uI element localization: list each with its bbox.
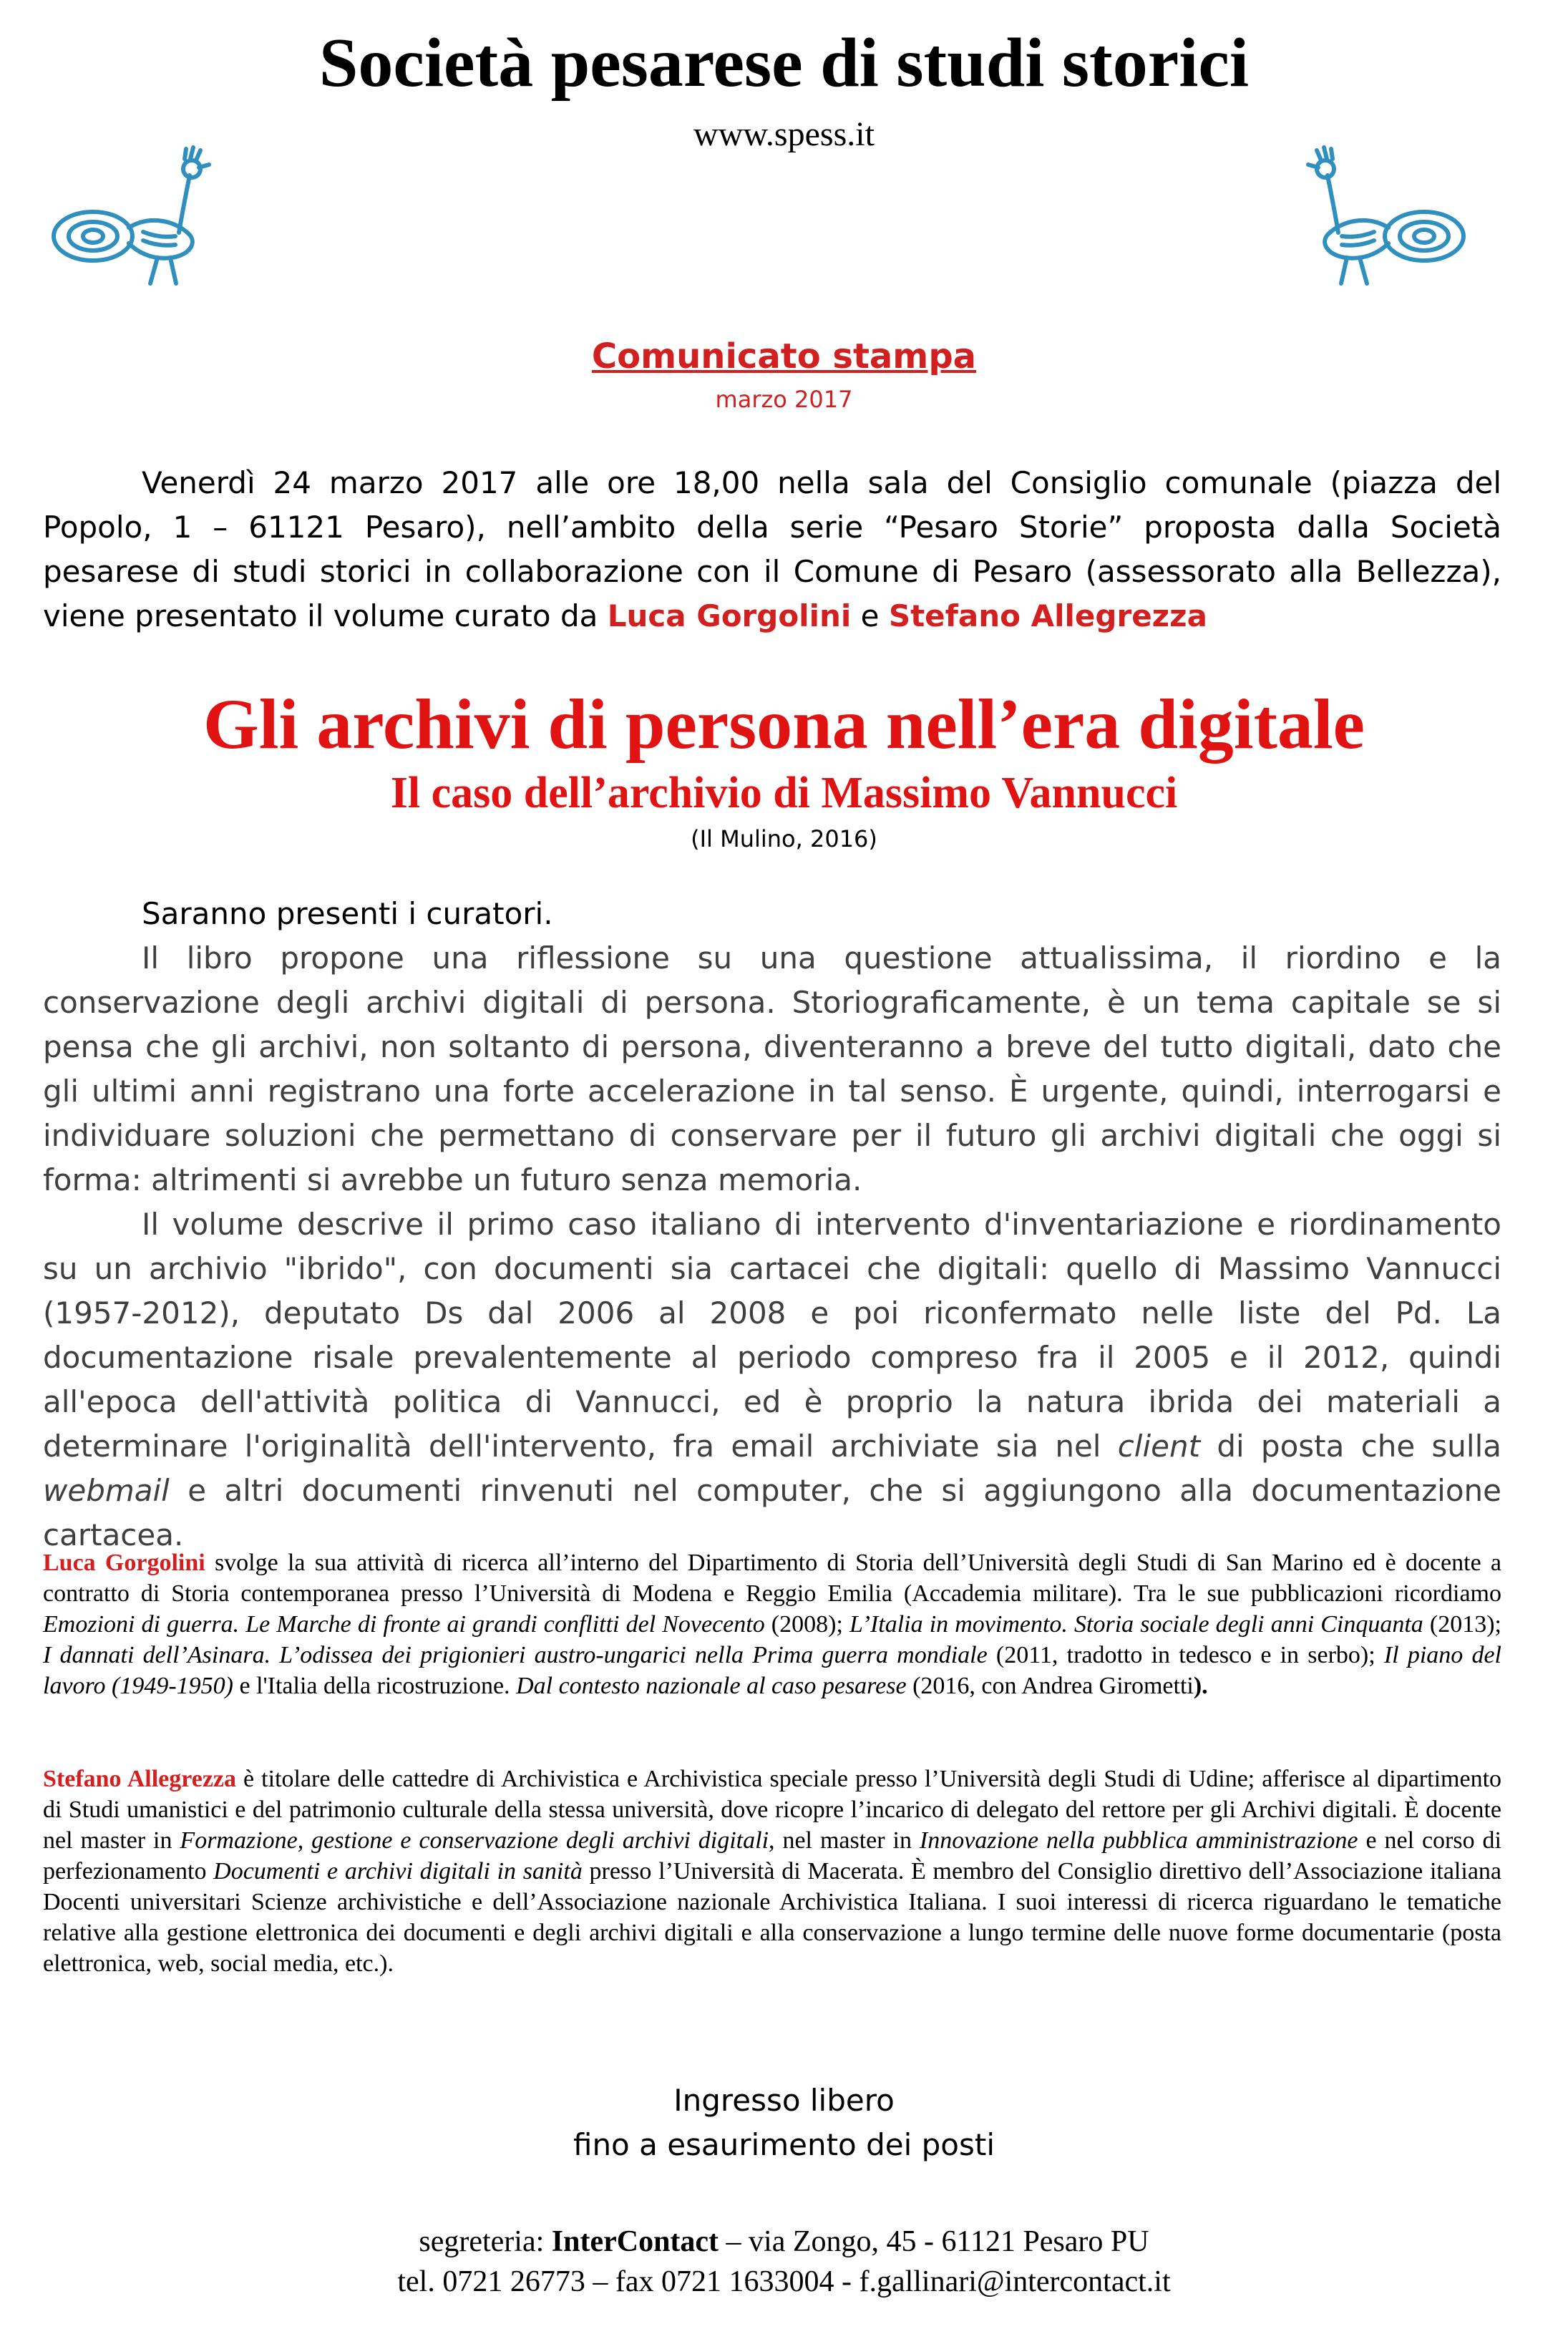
website-link[interactable]: www.spess.it — [693, 115, 875, 153]
bio-text: (2011, tradotto in tedesco e in serbo); — [987, 1642, 1384, 1668]
entrance-line-2: fino a esaurimento dei posti — [573, 2127, 995, 2162]
paragraph-volume — [43, 1202, 1501, 1557]
bio-text: , nel master in — [769, 1827, 920, 1854]
volume-text-webmail: webmail — [43, 1473, 170, 1508]
paragraph-curators: Saranno presenti i curatori. — [142, 896, 553, 931]
bio-book-title: L’Italia in movimento. Storia sociale degli anni Cinquanta — [849, 1611, 1423, 1638]
volume-text-b: di posta che sulla — [1200, 1429, 1501, 1464]
bio-name-allegrezza: Stefano Allegrezza — [43, 1766, 237, 1792]
editor-name-2: Stefano Allegrezza — [888, 598, 1207, 633]
bio-gorgolini — [43, 1547, 1501, 1701]
intro-conjunction: e — [851, 598, 889, 633]
bio-book-title: Il piano del lavoro (1949-1950) — [43, 1642, 1501, 1699]
volume-text-c: e altri documenti rinvenuti nel computer, che si aggiungono alla documentazione cartacea. — [43, 1473, 1501, 1552]
bio-course-title: Documenti e archivi digitali in sanità — [213, 1858, 583, 1885]
bio-course-title: Innovazione nella pubblica amministrazione — [919, 1827, 1358, 1854]
footer-company: InterContact — [551, 2225, 719, 2258]
peacock-icon — [1288, 143, 1474, 301]
bio-text: ). — [1193, 1673, 1208, 1699]
press-release-heading: Comunicato stampa — [591, 336, 977, 376]
bio-text: (2008); — [764, 1611, 849, 1638]
intro-paragraph — [43, 461, 1501, 638]
bio-text: svolge la sua attività di ricerca all’interno del Dipartimento di Storia dell’Università degli Studi di San Marino ed è docente a contratto di Storia contemporanea presso l’Università di Modena e Reggio Emilia (Accademia militare). Tra le sue pubblicazioni ricordiamo — [43, 1550, 1501, 1607]
volume-text-a: Il volume descrive il primo caso italiano di intervento d'inventariazione e riordinamento su un archivio "ibrido", con documenti sia cartacei che digitali: quello di Massimo Vannucci (1957-2012), deputato Ds dal 2006 al 2008 e poi riconfermato nelle liste del Pd. La documentazione risale prevalentemente al periodo compreso fra il 2005 e il 2012, quindi all'epoca dell'attività politica di Vannucci, ed è proprio la natura ibrida dei materiali a determinare l'originalità dell'intervento, fra email archiviate sia nel — [43, 1207, 1501, 1464]
footer-address: – via Zongo, 45 - 61121 Pesaro PU — [719, 2225, 1149, 2258]
footer-label: segreteria: — [419, 2225, 552, 2258]
description-section — [43, 892, 1501, 1557]
press-release-date: marzo 2017 — [715, 386, 853, 413]
bio-text: presso l’Università di Macerata. È membro del Consiglio direttivo dell’Associazione italiana Docenti universitari Scienze archivistiche e dell’Associazione nazionale Archivistica Italiana. I suoi interessi di ricerca riguardano le tematiche relative alla gestione elettronica dei documenti e degli archivi digitali e alla conservazione a lungo termine delle nuove forme documentarie (posta elettronica, web, social media, etc.). — [43, 1858, 1501, 1977]
intro-text: Venerdì 24 marzo 2017 alle ore 18,00 nella sala del Consiglio comunale (piazza del Popolo, 1 – 61121 Pesaro), nell’ambito della serie “Pesaro Storie” proposta dalla Società pesarese di studi storici in collaborazione con il Comune di Pesaro (assessorato alla Bellezza), viene presentato il volume curato da — [43, 465, 1501, 633]
bio-book-title: I dannati dell’Asinara. L’odissea dei prigionieri austro-ungarici nella Prima guerra mondiale — [43, 1642, 988, 1668]
entrance-line-1: Ingresso libero — [673, 2083, 895, 2118]
volume-text-client: client — [1117, 1429, 1201, 1464]
bio-book-title: Emozioni di guerra. Le Marche di fronte ai grandi conflitti del Novecento — [43, 1611, 765, 1638]
bio-book-title: Dal contesto nazionale al caso pesarese — [516, 1673, 907, 1699]
book-subtitle: Il caso dell’archivio di Massimo Vannucci — [390, 769, 1178, 817]
peacock-icon — [43, 143, 229, 301]
bio-text: è titolare delle cattedre di Archivistica e Archivistica speciale presso l’Università degli Studi di Udine; afferisce al dipartimento di Studi umanistici e del patrimonio culturale della stessa università, dove ricopre l’incarico di delegato del rettore per gli Archivi digitali. È docente nel master in — [43, 1766, 1502, 1854]
bio-text: (2013); — [1423, 1611, 1501, 1638]
paragraph-summary: Il libro propone una riflessione su una questione attualissima, il riordino e la conservazione degli archivi digitali di persona. Storiograficamente, è un tema capitale se si pensa che gli archivi, non soltanto di persona, diventeranno a breve del tutto digitali, dato che gli ultimi anni registrano una forte accelerazione in tal senso. È urgente, quindi, interrogarsi e individuare soluzioni che permettano di conservare per il futuro gli archivi digitali che oggi si forma: altrimenti si avrebbe un futuro senza memoria. — [43, 940, 1501, 1197]
bio-allegrezza — [43, 1764, 1501, 1979]
footer-contact-line: tel. 0721 26773 – fax 0721 1633004 - f.gallinari@intercontact.it — [397, 2265, 1171, 2298]
book-publisher: (Il Mulino, 2016) — [691, 825, 877, 852]
book-title: Gli archivi di persona nell’era digitale — [203, 684, 1365, 764]
bio-name-gorgolini: Luca Gorgolini — [43, 1550, 205, 1576]
entrance-note — [0, 2078, 1568, 2167]
footer-address-line — [0, 2222, 1568, 2262]
society-title: Società pesarese di studi storici — [318, 24, 1250, 102]
bio-course-title: Formazione, gestione e conservazione degli archivi digitali — [180, 1827, 769, 1854]
bio-text: e nel corso di perfezionamento — [43, 1827, 1501, 1885]
footer-contacts — [0, 2222, 1568, 2302]
bio-text: e l'Italia della ricostruzione. — [233, 1673, 517, 1699]
bio-text: (2016, con Andrea Girometti — [906, 1673, 1194, 1699]
editor-name-1: Luca Gorgolini — [607, 598, 852, 633]
